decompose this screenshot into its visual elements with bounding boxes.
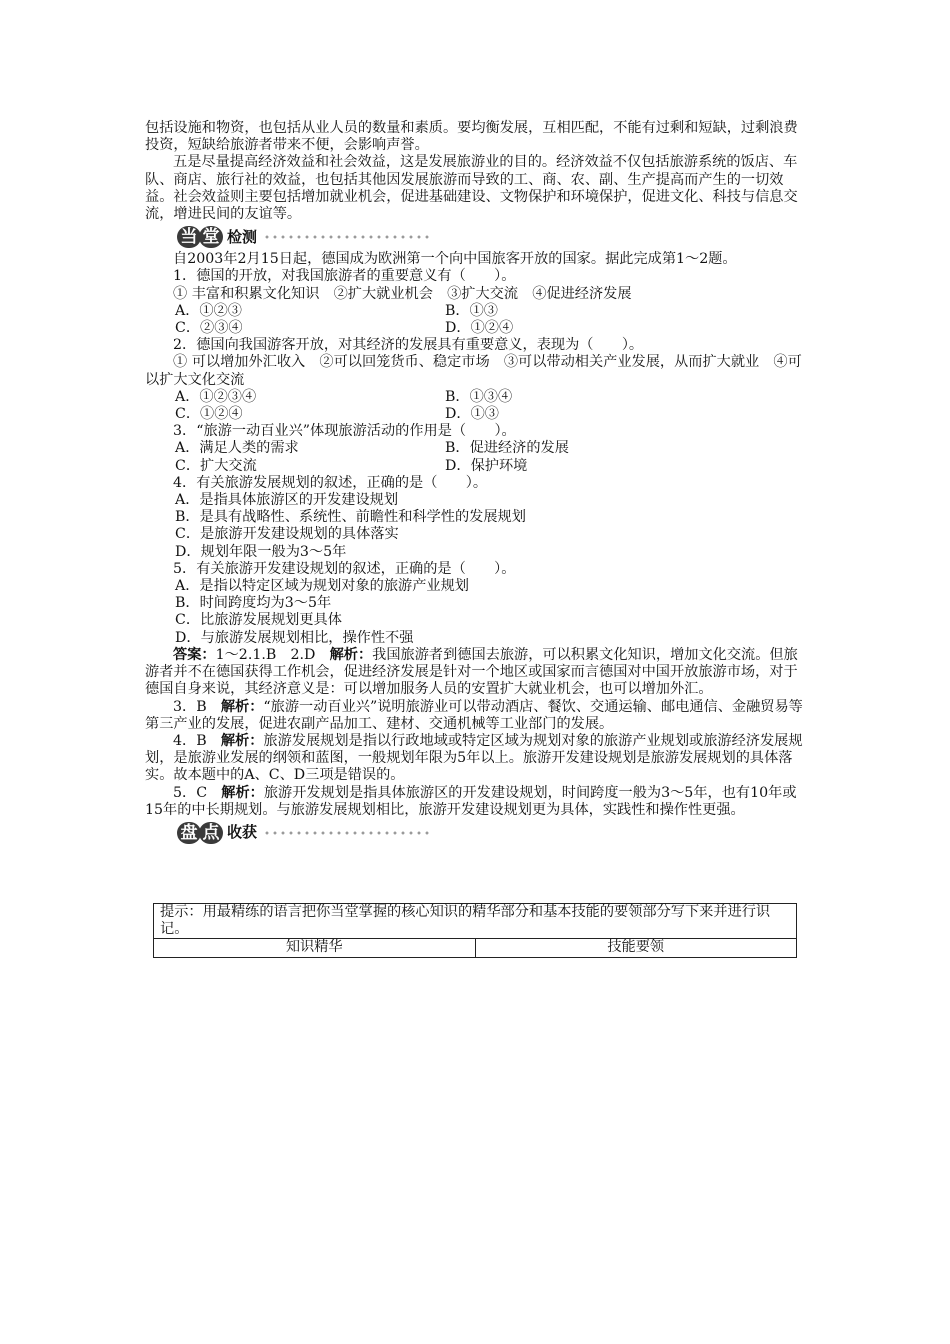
question-1-items: ① 丰富和积累文化知识 ②扩大就业机会 ③扩大交流 ④促进经济发展 xyxy=(173,285,632,302)
option-d: D．①③ xyxy=(445,406,499,423)
question-2-items: ① 可以增加外汇收入 ②可以回笼货币、稳定市场 ③可以带动相关产业发展，从而扩大就业 ④可以扩大文化交流 xyxy=(145,354,802,388)
column-knowledge: 知识精华 xyxy=(154,939,476,957)
question-4: 4．有关旅游发展规划的叙述，正确的是（ ）。 xyxy=(173,474,488,491)
option-c: C．是旅游开发建设规划的具体落实 xyxy=(175,526,399,543)
answer-5: 5．C 解析：旅游开发规划是指具体旅游区的开发建设规划，时间跨度一般为3～5年，也有10年或15年的中长期规划。与旅游发展规划相比，旅游开发建设规划更为具体，实践性和操作性更强。 xyxy=(145,784,797,818)
analysis-label: 解析： xyxy=(221,784,264,801)
answer-1-2: 答案：1～2.1.B 2.D 解析：我国旅游者到德国去旅游，可以积累文化知识，增加文化交流。但旅游者并不在德国获得工作机会，促进经济发展是针对一个地区或国家而言德国对中国开放旅游市场，对于德国自身来说，其经济意义是：可以增加服务人员的安置扩大就业机会，也可以增加外汇。 xyxy=(145,646,798,698)
option-c: C．①②④ xyxy=(175,406,243,423)
option-a: A．①②③④ xyxy=(175,388,257,405)
option-d: D．①②④ xyxy=(445,320,514,337)
question-1: 1．德国的开放，对我国旅游者的重要意义有（ ）。 xyxy=(173,268,516,285)
section-title: 收获 xyxy=(227,823,258,842)
section-header-pandian-shouhuo xyxy=(177,821,810,845)
option-d: D．与旅游发展规划相比，操作性不强 xyxy=(175,629,414,646)
option-c: C．比旅游发展规划更具体 xyxy=(175,612,342,629)
option-a: A．是指具体旅游区的开发建设规划 xyxy=(175,492,399,509)
answer-3: 3．B 解析：“旅游一动百业兴”说明旅游业可以带动酒店、餐饮、交通运输、邮电通信、金融贸易等第三产业的发展，促进农副产品加工、建材、交通机械等工业部门的发展。 xyxy=(145,698,803,732)
table-row xyxy=(154,939,797,957)
answer-label: 答案： xyxy=(173,646,216,663)
intro-paragraph-5: 五是尽量提高经济效益和社会效益，这是发展旅游业的目的。经济效益不仅包括旅游系统的饭店、车队、商店、旅行社的效益，也包括其他因发展旅游而导致的工、商、农、副、生产提高而产生的一切效益。社会效益则主要包括增加就业机会，促进基础建设、文物保护和环境保护，促进文化、科技与信息交流，增进民间的友谊等。 xyxy=(145,154,798,223)
analysis-label: 解析： xyxy=(329,646,373,663)
document-body xyxy=(145,120,810,847)
answer-4: 4．B 解析：旅游发展规划是指以行政地域或特定区域为规划对象的旅游产业规划或旅游经济发展规划，是旅游业发展的纲领和蓝图，一般规划年限为5年以上。旅游开发建设规划是旅游发展规划的具体落实。故本题中的A、C、D三项是错误的。 xyxy=(145,732,803,784)
option-b: B．①③ xyxy=(445,302,498,319)
option-a: A．满足人类的需求 xyxy=(175,440,299,457)
hint-cell: 提示：用最精练的语言把你当堂掌握的核心知识的精华部分和基本技能的要领部分写下来并进行识记。 xyxy=(154,904,797,939)
option-b: B．是具有战略性、系统性、前瞻性和科学性的发展规划 xyxy=(175,509,526,526)
summary-table xyxy=(153,903,797,958)
question-2-options-cd xyxy=(145,406,810,423)
option-d: D．规划年限一般为3～5年 xyxy=(175,543,347,560)
option-c: C．②③④ xyxy=(175,320,243,337)
analysis-label: 解析： xyxy=(220,732,264,749)
question-5: 5．有关旅游开发建设规划的叙述，正确的是（ ）。 xyxy=(173,560,516,577)
question-3-options-ab xyxy=(145,440,810,457)
dotted-divider xyxy=(263,233,433,241)
section-header-dangtang-jiance xyxy=(177,225,810,249)
option-b: B．时间跨度均为3～5年 xyxy=(175,595,332,612)
question-1-options-cd xyxy=(145,320,810,337)
option-c: C．扩大交流 xyxy=(175,457,257,474)
dotted-divider xyxy=(263,829,433,837)
question-3-options-cd xyxy=(145,458,810,475)
question-2-options-ab xyxy=(145,389,810,406)
option-b: B．①③④ xyxy=(445,388,513,405)
table-row xyxy=(154,904,797,939)
section-title: 检测 xyxy=(227,227,258,246)
question-2: 2．德国向我国游客开放，对其经济的发展具有重要意义，表现为（ ）。 xyxy=(173,337,644,354)
option-b: B．促进经济的发展 xyxy=(445,440,569,457)
option-a: A．是指以特定区域为规划对象的旅游产业规划 xyxy=(175,578,469,595)
section-badge: 当 堂 xyxy=(177,226,221,248)
column-skills: 技能要领 xyxy=(475,939,797,957)
intro-line: 包括设施和物资，也包括从业人员的数量和素质。要均衡发展，互相匹配，不能有过剩和短缺，过剩浪费投资，短缺给旅游者带来不便，会影响声誉。 xyxy=(145,120,798,154)
question-1-options-ab xyxy=(145,303,810,320)
section-badge: 盘 点 xyxy=(177,822,221,844)
question-stem: 自2003年2月15日起，德国成为欧洲第一个向中国旅客开放的国家。据此完成第1～2题。 xyxy=(173,251,737,268)
analysis-label: 解析： xyxy=(220,698,264,715)
question-3: 3．“旅游一动百业兴”体现旅游活动的作用是（ ）。 xyxy=(173,423,516,440)
option-a: A．①②③ xyxy=(175,302,242,319)
option-d: D．保护环境 xyxy=(445,457,528,474)
